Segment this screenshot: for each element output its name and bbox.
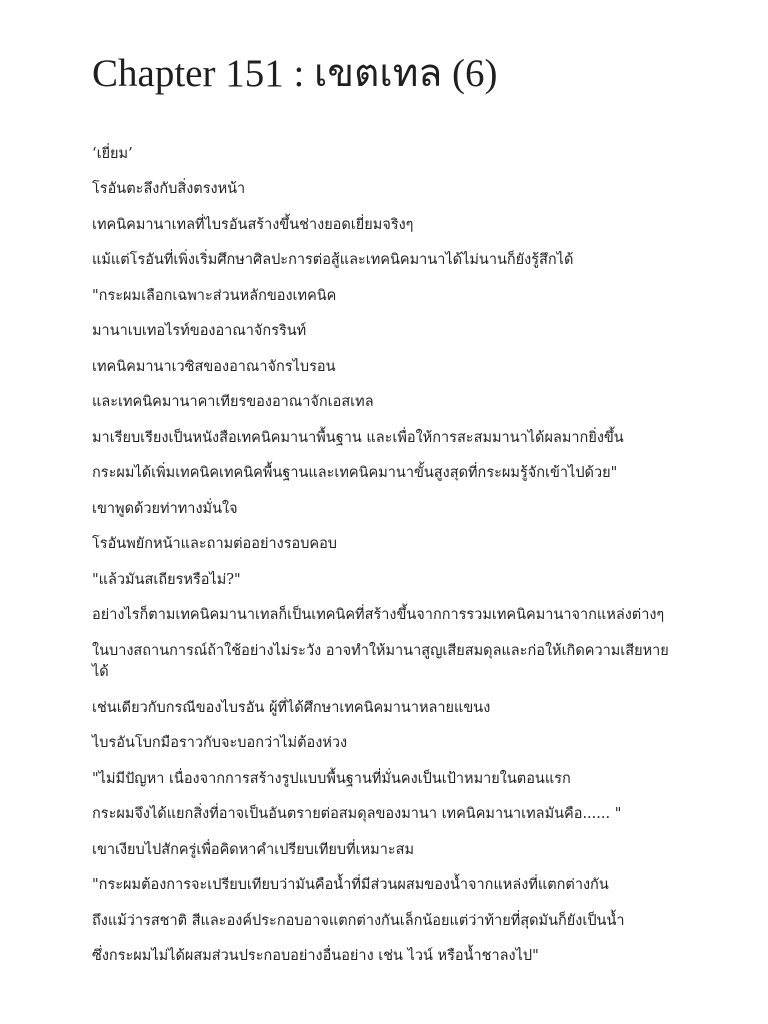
paragraph: มาเรียบเรียงเป็นหนังสือเทคนิคมานาพื้นฐาน และเพื่อให้การสะสมมานาได้ผลมากยิ่งขึ้น — [92, 429, 624, 446]
paragraph: ในบางสถานการณ์ถ้าใช้อย่างไม่ระวัง อาจทำให้มานาสูญเสียสมดุลและก่อให้เกิดความเสียหายได้ — [92, 642, 669, 681]
paragraph: เทคนิคมานาเวซิสของอาณาจักรไบรอน — [92, 358, 336, 375]
paragraph: "กระผมเลือกเฉพาะส่วนหลักของเทคนิค — [92, 287, 337, 304]
chapter-title: Chapter 151 : เขตเทล (6) — [92, 52, 498, 95]
paragraph: ‘เยี่ยม’ — [92, 146, 133, 162]
paragraph: "แล้วมันสเถียรหรือไม่?" — [92, 571, 241, 588]
paragraph: กระผมได้เพิ่มเทคนิคเทคนิคพื้นฐานและเทคนิคมานาขั้นสูงสุดที่กระผมรู้จักเข้าไปด้วย" — [92, 465, 618, 482]
paragraph: เทคนิคมานาเทลที่ไบรอันสร้างขึ้นช่างยอดเยี่ยมจริงๆ — [92, 216, 414, 233]
paragraph: ไบรอันโบกมือราวกับจะบอกว่าไม่ต้องห่วง — [92, 735, 348, 752]
paragraph: ซึ่งกระผมไม่ได้ผสมส่วนประกอบอย่างอื่นอย่าง เช่น ไวน์ หรือน้ำชาลงไป" — [92, 948, 539, 965]
paragraph: มานาเบเทอไรท์ของอาณาจักรรินท์ — [92, 323, 307, 340]
chapter-body — [92, 144, 682, 982]
paragraph: "ไม่มีปัญหา เนื่องจากการสร้างรูปแบบพื้นฐานที่มั่นคงเป็นเป้าหมายในตอนแรก — [92, 770, 571, 787]
paragraph: แม้แต่โรอันที่เพิ่งเริ่มศึกษาศิลปะการต่อสู้และเทคนิคมานาได้ไม่นานก็ยังรู้สึกได้ — [92, 252, 574, 269]
paragraph: ถึงแม้ว่ารสชาติ สีและองค์ประกอบอาจแตกต่างกันเล็กน้อยแต่ว่าท้ายที่สุดมันก็ยังเป็นน้ำ — [92, 912, 625, 929]
paragraph: โรอันพยักหน้าและถามต่ออย่างรอบคอบ — [92, 536, 338, 553]
paragraph: "กระผมต้องการจะเปรียบเทียบว่ามันคือน้ำที่มีส่วนผสมของน้ำจากแหล่งที่แตกต่างกัน — [92, 877, 609, 894]
paragraph: เขาพูดด้วยท่าทางมั่นใจ — [92, 500, 238, 517]
paragraph: เขาเงียบไปสักครู่เพื่อคิดหาคำเปรียบเทียบที่เหมาะสม — [92, 841, 415, 858]
paragraph: เช่นเดียวกับกรณีของไบรอัน ผู้ที่ได้ศึกษาเทคนิคมานาหลายแขนง — [92, 699, 491, 716]
paragraph: อย่างไรก็ตามเทคนิคมานาเทลก็เป็นเทคนิคที่สร้างขึ้นจากการรวมเทคนิคมานาจากแหล่งต่างๆ — [92, 607, 665, 624]
paragraph: โรอันตะลึงกับสิ่งตรงหน้า — [92, 181, 246, 198]
paragraph: และเทคนิคมานาคาเทียรของอาณาจักเอสเทล — [92, 394, 374, 411]
paragraph: กระผมจึงได้แยกสิ่งที่อาจเป็นอันตรายต่อสมดุลของมานา เทคนิคมานาเทลมันคือ...... " — [92, 806, 622, 823]
